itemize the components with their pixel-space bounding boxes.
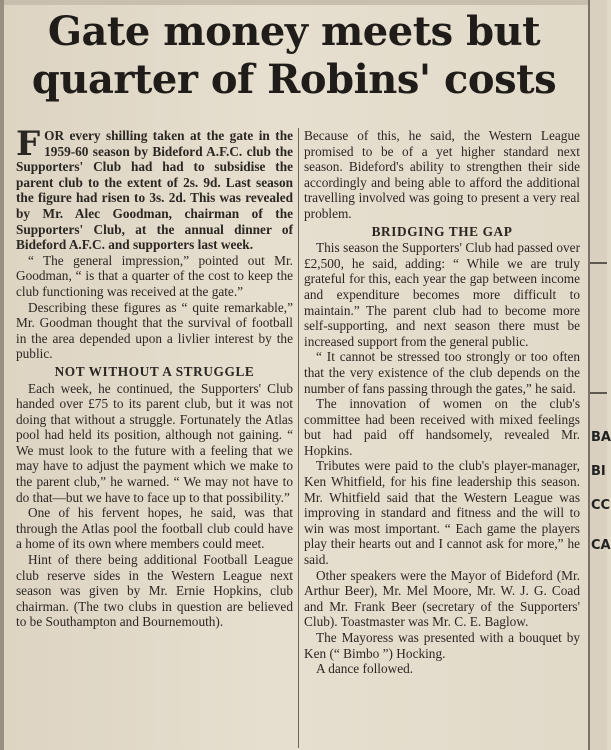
headline-line-1: Gate money meets but [47, 8, 541, 55]
right-para-2: This season the Supporters' Club had passed over £2,500, he said, adding: “ While we are truly grateful for this, each year the gap between income and expenditure becomes more difficult to maintain.” The parent club had to become more self-supporting, and next season there must be increased support from the general public. [304, 240, 580, 349]
edge-fragment-text: CC [591, 498, 611, 513]
subheading-not-without-a-struggle: NOT WITHOUT A STRUGGLE [54, 363, 255, 379]
adjacent-box-rule [590, 392, 607, 394]
adjacent-article-strip [590, 0, 607, 750]
subheading-bridging-the-gap: BRIDGING THE GAP [371, 223, 513, 239]
page-top-edge [0, 0, 607, 5]
left-para-5: Hint of there being additional Football League club reserve sides in the Western League next season was given by Mr. Ernie Hopkins, club chairman. (The two clubs in question are believed to be Southampton and Bournemouth). [16, 552, 293, 630]
right-para-8: A dance followed. [316, 661, 414, 677]
page-left-edge [0, 0, 4, 750]
right-para-6: Other speakers were the Mayor of Bideford (Mr. Arthur Beer), Mr. Mel Moore, Mr. W. J. G. Coad and Mr. Frank Beer (secretary of the Supporters' Club). Toastmaster was Mr. C. E. Baglow. [304, 567, 580, 630]
lead-text: OR every shilling taken at the gate in the 1959-60 season by Bideford A.F.C. club the Supporters' Club had had to subsidise the parent club to the extent of 2s. 9d. Last season the figure had risen to 3s. 2d. This was revealed by Mr. Alec Goodman, chairman of the Supporters' Club, at the annual dinner of Bideford A.F.C. and supporters last week. [16, 128, 293, 253]
right-para-1: Because of this, he said, the Western League promised to be of a yet higher standard next season. Bideford's ability to strengthen their side accordingly and being able to afford the additional travelling involved was going to present a very real problem. [304, 128, 580, 221]
left-para-1: “ The general impression,” pointed out Mr. Goodman, “ is that a quarter of the cost to keep the club functioning was received at the gate.” [16, 252, 293, 299]
right-column [304, 128, 580, 677]
lead-paragraph [16, 124, 293, 253]
right-para-5: Tributes were paid to the club's player-manager, Ken Whitfield, for his fine leadership this season. Mr. Whitfield said that the Western League was improving in standard and fitness and the will to win was most important. “ Each game the players play their hearts out and I cannot ask for more,” he said. [304, 458, 580, 568]
right-para-7: The Mayoress was presented with a bouquet by Ken (“ Bimbo ”) Hocking. [304, 630, 580, 661]
left-para-4: One of his fervent hopes, he said, was that through the Atlas pool the football club could have a home of its own where members could meet. [16, 505, 293, 552]
adjacent-box-rule [590, 262, 607, 264]
edge-fragment-text: BI [591, 464, 606, 479]
left-column [16, 124, 293, 630]
left-para-3: Each week, he continued, the Supporters' Club handed over £75 to its parent club, but it was not doing that without a struggle. Fortunately the Atlas pool had held its position, although not gaining. “ We must look to the future with a feeling that we may have to adjust the payment which we make to the parent club,” he warned. “ We may not have to do that—but we have to face up to that possibility.” [16, 380, 293, 505]
right-para-3: “ It cannot be stressed too strongly or too often that the very existence of the club depends on the number of fans passing through the gates,” he said. [304, 349, 580, 396]
right-para-4: The innovation of women on the club's committee had been received with mixed feelings but had paid off handsomely, revealed Mr. Hopkins. [304, 396, 580, 458]
edge-fragment-text: CA [591, 538, 611, 553]
column-divider [298, 128, 299, 748]
left-para-2: Describing these figures as “ quite remarkable,” Mr. Goodman thought that the survival of football in the area depended upon a livlier interest by the public. [16, 299, 293, 362]
article-headline [14, 8, 574, 104]
headline-line-2: quarter of Robins' costs [31, 56, 557, 103]
drop-cap: F [16, 124, 41, 164]
edge-fragment-text: BA [591, 430, 611, 445]
